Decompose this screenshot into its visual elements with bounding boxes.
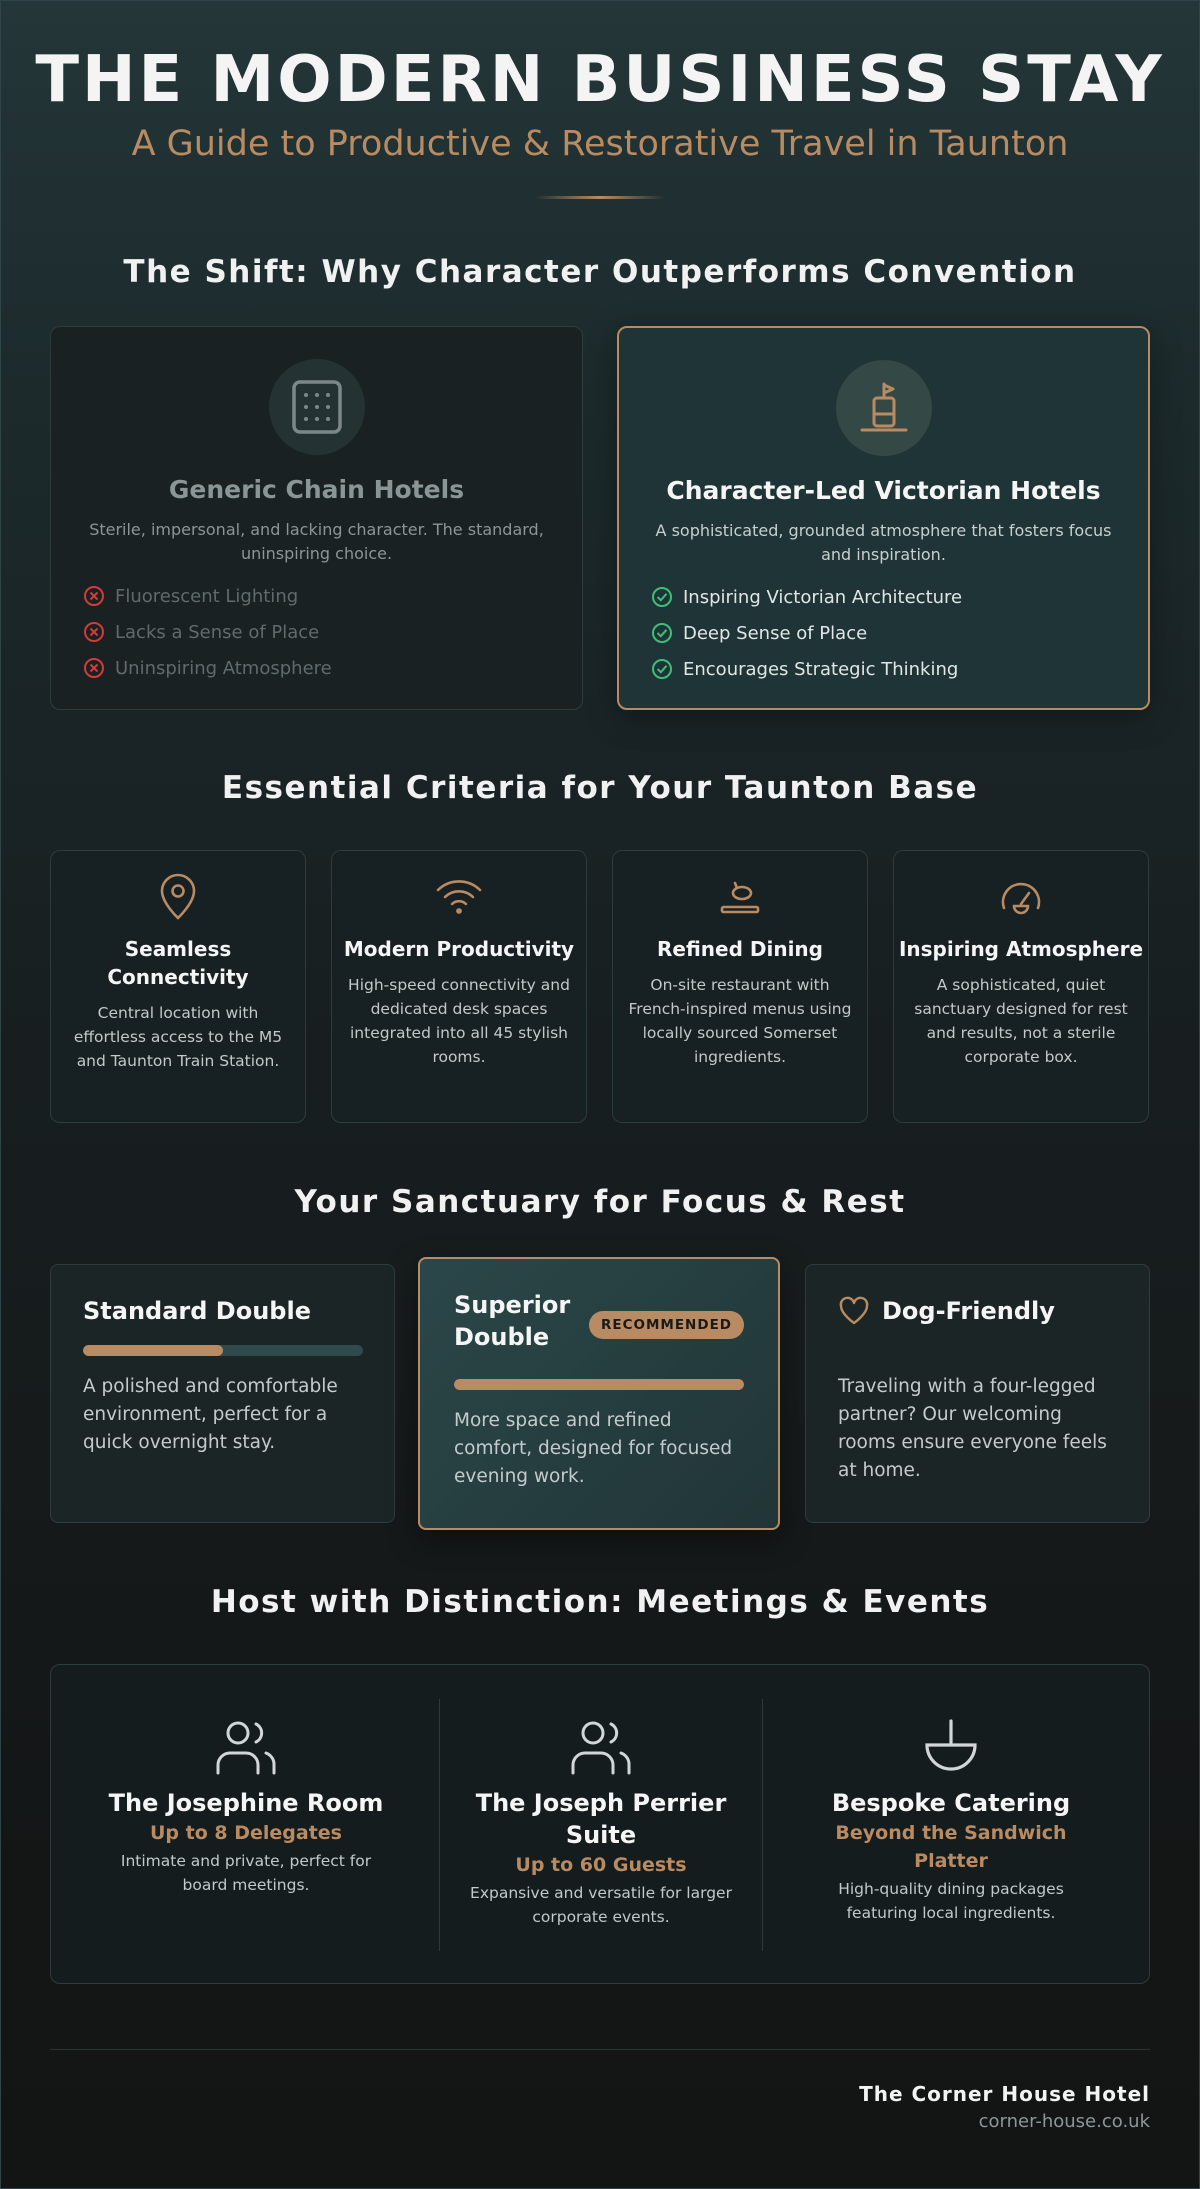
room-description: A polished and comfortable environment, perfect for a quick overnight stay.	[83, 1376, 338, 1453]
room-description: More space and refined comfort, designed for focused evening work.	[454, 1410, 733, 1487]
x-circle-icon	[83, 585, 105, 607]
heart-icon	[838, 1296, 870, 1326]
room-level-track	[83, 1345, 363, 1356]
generic-hotels-title: Generic Chain Hotels	[168, 475, 465, 504]
event-capacity: Beyond the Sandwich Platter	[835, 1822, 1067, 1872]
recommended-badge: RECOMMENDED	[589, 1311, 744, 1339]
section-title-shift: The Shift: Why Character Outperforms Convention	[123, 254, 1077, 290]
page-title: THE MODERN BUSINESS STAY	[35, 43, 1165, 117]
victorian-hotels-description: A sophisticated, grounded atmosphere that fosters focus and inspiration.	[655, 521, 1112, 564]
list-item	[651, 579, 1148, 615]
criteria-card-atmosphere	[893, 850, 1149, 1123]
criteria-description: Central location with effortless access to the M5 and Taunton Train Station.	[73, 1004, 283, 1070]
criteria-title: Modern Productivity	[343, 937, 575, 961]
event-title: The Josephine Room	[108, 1789, 384, 1817]
event-bespoke-catering	[781, 1665, 1121, 1985]
list-item	[651, 651, 1148, 687]
gauge-icon	[997, 873, 1045, 921]
section-title-criteria: Essential Criteria for Your Taunton Base	[221, 770, 979, 806]
x-circle-icon	[83, 657, 105, 679]
users-icon	[569, 1715, 633, 1779]
users-icon	[214, 1715, 278, 1779]
event-description: High-quality dining packages featuring local ingredients.	[838, 1880, 1064, 1922]
event-joseph-perrier-suite	[451, 1665, 751, 1985]
events-panel	[50, 1664, 1150, 1984]
criteria-card-connectivity	[50, 850, 306, 1123]
generic-hotels-description: Sterile, impersonal, and lacking character. The standard, uninspiring choice.	[89, 520, 544, 563]
room-title: Standard Double	[83, 1297, 311, 1325]
page-subtitle: A Guide to Productive & Restorative Travel in Taunton	[131, 124, 1069, 164]
event-title: Bespoke Catering	[831, 1789, 1071, 1817]
footer-website-link[interactable]: corner-house.co.uk	[978, 2111, 1150, 2132]
room-level-track	[454, 1379, 744, 1390]
list-item-label: Fluorescent Lighting	[115, 585, 299, 607]
generic-hotels-card	[50, 326, 583, 710]
event-description: Intimate and private, perfect for board meetings.	[120, 1852, 372, 1894]
event-title: The Joseph Perrier Suite	[475, 1789, 727, 1849]
criteria-description: A sophisticated, quiet sanctuary designed for rest and results, not a sterile corporate box.	[914, 976, 1128, 1066]
room-card-superior	[418, 1257, 780, 1530]
footer-divider	[50, 2049, 1150, 2050]
criteria-card-dining	[612, 850, 868, 1123]
room-title: Superior Double	[454, 1291, 571, 1351]
victorian-hotels-list	[651, 579, 1148, 687]
map-pin-icon	[154, 873, 202, 921]
generic-hotels-list	[83, 578, 582, 686]
event-capacity: Up to 60 Guests	[515, 1854, 687, 1876]
room-card-standard	[50, 1264, 395, 1523]
criteria-title: Refined Dining	[657, 937, 823, 961]
footer-hotel-name: The Corner House Hotel	[859, 2082, 1150, 2106]
list-item	[651, 615, 1148, 651]
room-level-fill	[454, 1379, 744, 1390]
room-card-dog-friendly	[805, 1264, 1150, 1523]
events-divider	[439, 1699, 440, 1951]
section-title-sanctuary: Your Sanctuary for Focus & Rest	[294, 1184, 906, 1220]
page-header	[0, 40, 1200, 199]
list-item-label: Lacks a Sense of Place	[115, 621, 320, 643]
building-grid-icon	[269, 359, 365, 455]
section-title-events: Host with Distinction: Meetings & Events	[210, 1584, 990, 1620]
criteria-description: On-site restaurant with French-inspired menus using locally sourced Somerset ingredients.	[628, 976, 852, 1066]
events-divider	[762, 1699, 763, 1951]
dog-friendly-header	[838, 1295, 1055, 1327]
event-capacity: Up to 8 Delegates	[150, 1822, 342, 1844]
check-circle-icon	[651, 586, 673, 608]
list-item	[83, 650, 582, 686]
event-description: Expansive and versatile for larger corporate events.	[470, 1884, 732, 1926]
victorian-tower-icon	[836, 360, 932, 456]
check-circle-icon	[651, 658, 673, 680]
victorian-hotels-title: Character-Led Victorian Hotels	[666, 476, 1101, 505]
room-description: Traveling with a four-legged partner? Our welcoming rooms ensure everyone feels at home.	[838, 1376, 1107, 1481]
list-item	[83, 578, 582, 614]
wifi-icon	[435, 873, 483, 921]
cloche-icon	[919, 1715, 983, 1779]
header-divider	[535, 196, 665, 199]
event-josephine-room	[81, 1665, 411, 1985]
list-item	[83, 614, 582, 650]
room-level-fill	[83, 1345, 223, 1356]
criteria-description: High-speed connectivity and dedicated desk spaces integrated into all 45 stylish rooms.	[348, 976, 570, 1066]
room-title: Dog-Friendly	[882, 1297, 1055, 1325]
list-item-label: Deep Sense of Place	[683, 622, 868, 644]
list-item-label: Uninspiring Atmosphere	[115, 657, 332, 679]
victorian-hotels-card	[617, 326, 1150, 710]
criteria-title: Inspiring Atmosphere	[898, 937, 1144, 961]
criteria-title: Seamless Connectivity	[107, 937, 249, 989]
dining-icon	[716, 873, 764, 921]
list-item-label: Inspiring Victorian Architecture	[683, 586, 963, 608]
check-circle-icon	[651, 622, 673, 644]
criteria-card-productivity	[331, 850, 587, 1123]
x-circle-icon	[83, 621, 105, 643]
list-item-label: Encourages Strategic Thinking	[683, 658, 959, 680]
